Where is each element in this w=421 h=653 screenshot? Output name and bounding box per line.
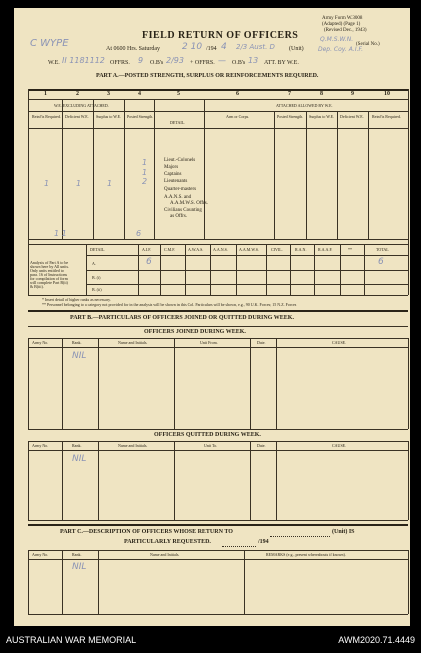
obs-label: O.B's (150, 60, 164, 66)
year-prefix: /194 (206, 46, 217, 52)
rule (28, 128, 408, 129)
detail-col: TOTAL (376, 247, 389, 252)
detail-col: CIVIL. (271, 247, 283, 252)
rule (28, 310, 408, 312)
we-excluding-header: W.E. EXCLUDING ATTACHED. (54, 103, 109, 108)
rule (124, 99, 125, 239)
handwritten-nil: NIL (72, 562, 87, 572)
handwritten-offrs2: — (218, 56, 226, 65)
rule (28, 244, 408, 245)
rule (86, 284, 408, 285)
handwritten-name: C WYPE (30, 38, 69, 49)
sub-header: Posted Strength. (277, 114, 304, 119)
joined-col: Unit From. (200, 340, 218, 345)
part-c-heading-end: (Unit) IS (332, 529, 355, 535)
rule (408, 441, 409, 520)
rule (86, 244, 87, 295)
obs2-label: O.B's (232, 60, 246, 66)
handwritten-value: 6 (146, 257, 152, 267)
part-b-heading: PART B.—PARTICULARS OF OFFICERS JOINED OR QUITTED DURING WEEK. (70, 315, 294, 321)
rule (274, 111, 275, 239)
footnote: ** Personnel belonging to a category not provided for in the analysis will be shown in this Col. Particulars will be shown, e.g., 90 U.K. Forces; 15 N.Z. Forces (42, 302, 297, 307)
rule (270, 536, 330, 537)
footnote: * Insert detail of higher ranks as necessary. (42, 297, 111, 302)
handwritten-value: 1 (76, 179, 82, 188)
sub-header: Surplus to W.E. (309, 114, 335, 119)
handwritten-value: 1 (44, 179, 50, 188)
we-label: W.E. (48, 60, 60, 66)
detail-col: R.A.N. (295, 247, 307, 252)
rule (368, 111, 369, 239)
detail-row: Captains (164, 172, 182, 177)
rule (28, 429, 408, 430)
joined-col: Date. (257, 340, 266, 345)
sub-header: Surplus to W.E. (96, 114, 122, 119)
rule (98, 550, 99, 614)
handwritten-nil: NIL (72, 351, 87, 361)
rule (222, 546, 256, 547)
sub-header: Reinf'ts Required. (32, 114, 61, 119)
detail-row: Quarter-masters (164, 187, 197, 192)
form-adapted: (Adapted) (Page 1) (322, 22, 361, 27)
quitted-col: Date. (257, 443, 266, 448)
analysis-text: for compilation of form (30, 276, 68, 281)
col-number: 5 (177, 91, 180, 97)
detail-row-label: B. (i) (92, 275, 101, 280)
rule (306, 111, 307, 239)
handwritten-serial-2: Dep. Coy. A.I.F. (318, 46, 364, 53)
rule (154, 99, 155, 239)
archive-reference: AWM2020.71.4449 (338, 635, 415, 645)
rule (62, 338, 63, 429)
handwritten-value: 1 (142, 158, 148, 167)
col-number: 3 (107, 91, 110, 97)
rule (290, 244, 291, 295)
rule (28, 338, 408, 339)
col-number: 7 (288, 91, 291, 97)
rule (250, 338, 251, 429)
joined-heading: OFFICERS JOINED DURING WEEK. (144, 329, 246, 335)
rule (28, 450, 408, 451)
rule (408, 89, 409, 295)
archive-name: AUSTRALIAN WAR MEMORIAL (6, 635, 137, 645)
rule (174, 441, 175, 520)
quitted-col: Army No. (32, 443, 49, 448)
rule (340, 244, 341, 295)
at-time-label: At 0600 Hrs. Saturday (106, 46, 160, 52)
col-number: 10 (384, 91, 390, 97)
col-number: 4 (138, 91, 141, 97)
unit-label: (Unit) (289, 46, 304, 52)
form-sheet (14, 8, 410, 626)
detail-label: DETAIL. (90, 247, 106, 252)
rule (204, 99, 205, 239)
analysis-text: para. 16 of Instructions (30, 272, 68, 277)
handwritten-nil: NIL (72, 454, 87, 464)
handwritten-offrs: 9 (138, 56, 144, 65)
col-number: 1 (44, 91, 47, 97)
handwritten-obs2: 13 (248, 56, 259, 65)
handwritten-value: 6 (136, 229, 142, 238)
handwritten-unit: 2/3 Aust. D (236, 43, 275, 51)
rule (276, 338, 277, 429)
rule (160, 244, 161, 295)
part-c-col: Rank. (72, 552, 82, 557)
joined-col: CAUSE. (332, 340, 347, 345)
form-edition: (Revised Dec., 1943) (324, 28, 367, 33)
detail-col: R.A.A.F. (318, 247, 333, 252)
rule (28, 550, 408, 551)
col-number: 6 (236, 91, 239, 97)
handwritten-year: 4 (221, 42, 227, 52)
rule (236, 244, 237, 295)
rule (28, 326, 408, 327)
rule (86, 270, 408, 271)
rule (28, 239, 408, 240)
detail-row: Civilians Counting (164, 208, 202, 213)
rule (337, 111, 338, 239)
rule (28, 441, 408, 442)
sub-header: Arm or Corps. (226, 114, 250, 119)
attached-allowed-header: ATTACHED ALLOWED BY W.E. (276, 103, 333, 108)
rule (28, 338, 29, 429)
quitted-col: Unit To. (204, 443, 218, 448)
col-number: 8 (320, 91, 323, 97)
analysis-text: shown here by All units. (30, 264, 69, 269)
detail-col: A.A.N.S. (213, 247, 228, 252)
part-c-heading: PART C.—DESCRIPTION OF OFFICERS WHOSE RETURN TO (60, 529, 233, 535)
rule (28, 89, 29, 295)
detail-col: A.A.M.W.S. (239, 247, 259, 252)
detail-row-label: B. (ii) (92, 287, 102, 292)
rule (28, 347, 408, 348)
detail-col: A.I.F. (142, 247, 152, 252)
rule (62, 99, 63, 239)
rule (93, 99, 94, 239)
analysis-text: Only units entitled to (30, 268, 64, 273)
handwritten-value: 1 (107, 179, 113, 188)
detail-row: as Offrs. (170, 214, 188, 219)
rule (98, 338, 99, 429)
detail-col: C.M.F. (164, 247, 176, 252)
detail-col: ** (348, 247, 352, 252)
detail-row: Lieutenants (164, 179, 188, 184)
rule (408, 550, 409, 614)
rule (28, 111, 408, 112)
detail-row: A.A.M.W.S. Offrs. (170, 201, 208, 206)
part-c-heading-2-end: /194 (258, 539, 269, 545)
sub-header: Posted Strength. (127, 114, 154, 119)
handwritten-value: 1 1 (54, 229, 67, 238)
rule (98, 441, 99, 520)
archive-footer (0, 630, 421, 653)
detail-row: Lieut.-Colonels (164, 158, 196, 163)
col-number: 9 (351, 91, 354, 97)
handwritten-we: II 1181112 (62, 56, 105, 65)
analysis-text: will complete Part B(ii) (30, 280, 68, 285)
rule (244, 550, 245, 614)
handwritten-value: 6 (378, 257, 384, 267)
sub-header: Reinf'ts Required. (372, 114, 401, 119)
offrs-label: OFFRS. (110, 60, 130, 66)
sub-header: Deficient W.E. (340, 114, 364, 119)
joined-col: Rank. (72, 340, 82, 345)
part-c-heading-2: PARTICULARLY REQUESTED. (124, 539, 211, 545)
rule (210, 244, 211, 295)
rule (28, 614, 408, 615)
rule (408, 338, 409, 429)
col-number: 2 (76, 91, 79, 97)
quitted-heading: OFFICERS QUITTED DURING WEEK. (154, 432, 261, 438)
rule (138, 244, 139, 295)
sub-header: Deficient W.E. (65, 114, 89, 119)
handwritten-obs: 2/93 (166, 56, 184, 65)
quitted-col: Name and Initials. (118, 443, 148, 448)
detail-row: Majors (164, 165, 179, 170)
quitted-col: CAUSE. (332, 443, 347, 448)
handwritten-date: 2 10 (182, 42, 203, 52)
rule (174, 338, 175, 429)
detail-row-label: A. (92, 261, 96, 266)
rule (28, 550, 29, 614)
rule (28, 295, 408, 296)
analysis-text: & B(iii). (30, 284, 44, 289)
rule (364, 244, 365, 295)
serial-label: (Serial No.) (356, 42, 380, 47)
army-form-number: Army Form W.3008 (322, 16, 363, 21)
rule (62, 550, 63, 614)
rule (185, 244, 186, 295)
rule (266, 244, 267, 295)
detail-row: A.A.N.S. and (164, 195, 192, 200)
part-c-col: REMARKS (e.g., present whereabouts if known). (266, 552, 346, 557)
rule (250, 441, 251, 520)
handwritten-serial: Q.M.S.W.N. (320, 36, 354, 43)
rule (28, 559, 408, 560)
part-a-heading: PART A.—POSTED STRENGTH, SURPLUS OR REINFORCEMENTS REQUIRED. (96, 73, 319, 79)
sub-header: DETAIL. (170, 120, 186, 125)
joined-col: Army No. (32, 340, 49, 345)
rule (314, 244, 315, 295)
rule (276, 441, 277, 520)
detail-col: A.W.A.S. (188, 247, 204, 252)
att-label: ATT. BY W.E. (264, 60, 299, 66)
part-c-col: Army No. (32, 552, 49, 557)
rule (28, 99, 408, 100)
handwritten-value: 2 (142, 177, 148, 186)
rule (28, 441, 29, 520)
rule (28, 524, 408, 526)
handwritten-value: 1 (142, 168, 148, 177)
analysis-text: Analysis of Part A to be (30, 260, 69, 265)
quitted-col: Rank. (72, 443, 82, 448)
form-title: FIELD RETURN OF OFFICERS (142, 30, 299, 41)
rule (62, 441, 63, 520)
rule (86, 255, 408, 256)
part-c-col: Name and Initials. (150, 552, 180, 557)
joined-col: Name and Initials. (118, 340, 148, 345)
rule (28, 520, 408, 521)
offrs2-label: + OFFRS. (190, 60, 215, 66)
